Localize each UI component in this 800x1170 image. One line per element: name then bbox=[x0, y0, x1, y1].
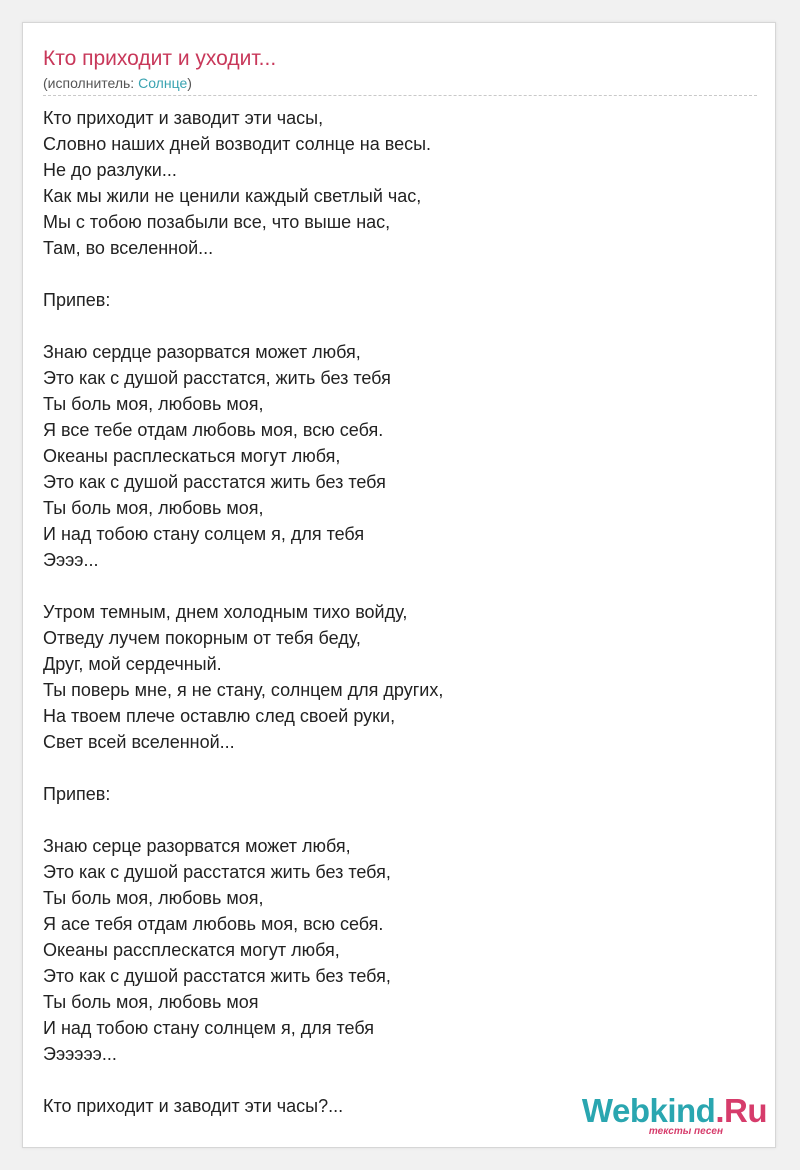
artist-line bbox=[43, 74, 192, 92]
lyric-line: Знаю сердце разорватся может любя, bbox=[43, 342, 361, 362]
webkind-logo[interactable] bbox=[577, 1093, 767, 1139]
lyric-line: Это как с душой расстатся жить без тебя, bbox=[43, 966, 391, 986]
lyric-line: Припев: bbox=[43, 784, 111, 804]
lyric-line: Ты боль моя, любовь моя, bbox=[43, 498, 264, 518]
artist-suffix: ) bbox=[187, 75, 192, 91]
logo-tagline: тексты песен bbox=[648, 1126, 723, 1137]
stanza-break bbox=[43, 807, 743, 833]
lyric-line: Утром темным, днем холодным тихо войду, bbox=[43, 602, 408, 622]
lyric-line: Мы с тобою позабыли все, что выше нас, bbox=[43, 212, 391, 232]
logo-wordmark bbox=[582, 1093, 767, 1129]
lyric-line: Океаны расплескаться могут любя, bbox=[43, 446, 341, 466]
lyric-line: Отведу лучем покорным от тебя беду, bbox=[43, 628, 361, 648]
lyric-line: И над тобою стану солнцем я, для тебя bbox=[43, 1018, 375, 1038]
artist-prefix: (исполнитель: bbox=[43, 75, 139, 91]
stanza-break bbox=[43, 313, 743, 339]
lyric-line: Словно наших дней возводит солнце на весы. bbox=[43, 134, 432, 154]
lyric-line: Это как с душой расстатся, жить без тебя bbox=[43, 368, 391, 388]
artist-link[interactable]: Солнце bbox=[138, 75, 188, 91]
song-title: Кто приходит и уходит... bbox=[43, 47, 277, 70]
lyric-line: Океаны рассплескатся могут любя, bbox=[43, 940, 340, 960]
stanza-break bbox=[43, 755, 743, 781]
lyric-line: Как мы жили не ценили каждый светлый час, bbox=[43, 186, 422, 206]
lyric-line: Ты поверь мне, я не стану, солнцем для других, bbox=[43, 680, 444, 700]
lyric-line: Это как с душой расстатся жить без тебя, bbox=[43, 862, 391, 882]
lyric-line: Кто приходит и заводит эти часы, bbox=[43, 108, 324, 128]
lyric-line: Припев: bbox=[43, 290, 111, 310]
logo-word: Webkind bbox=[581, 1092, 716, 1129]
stanza-break bbox=[43, 573, 743, 599]
lyric-line: Ээээ... bbox=[43, 550, 99, 570]
lyric-line: Свет всей вселенной... bbox=[43, 732, 235, 752]
lyric-line: Я все тебе отдам любовь моя, всю себя. bbox=[43, 420, 384, 440]
lyric-line: Не до разлуки... bbox=[43, 160, 177, 180]
stanza-break bbox=[43, 1067, 743, 1093]
lyric-line: Это как с душой расстатся жить без тебя bbox=[43, 472, 386, 492]
lyric-line: Ты боль моя, любовь моя, bbox=[43, 394, 264, 414]
lyric-line: И над тобою стану солцем я, для тебя bbox=[43, 524, 365, 544]
lyric-line: Ты боль моя, любовь моя bbox=[43, 992, 259, 1012]
stanza-break bbox=[43, 261, 743, 287]
lyric-line: Знаю серце разорватся может любя, bbox=[43, 836, 351, 856]
lyric-line: Друг, мой сердечный. bbox=[43, 654, 222, 674]
lyric-line: Там, во вселенной... bbox=[43, 238, 214, 258]
lyric-line: Кто приходит и заводит эти часы?... bbox=[43, 1096, 344, 1116]
lyrics-card bbox=[22, 22, 776, 1148]
lyric-line: Я асе тебя отдам любовь моя, всю себя. bbox=[43, 914, 384, 934]
lyric-line: Ээээээ... bbox=[43, 1044, 117, 1064]
logo-tld: .Ru bbox=[715, 1092, 767, 1129]
lyric-line: На твоем плече оставлю след своей руки, bbox=[43, 706, 396, 726]
title-divider bbox=[43, 95, 757, 96]
lyric-line: Ты боль моя, любовь моя, bbox=[43, 888, 264, 908]
lyrics-text bbox=[43, 105, 743, 1119]
